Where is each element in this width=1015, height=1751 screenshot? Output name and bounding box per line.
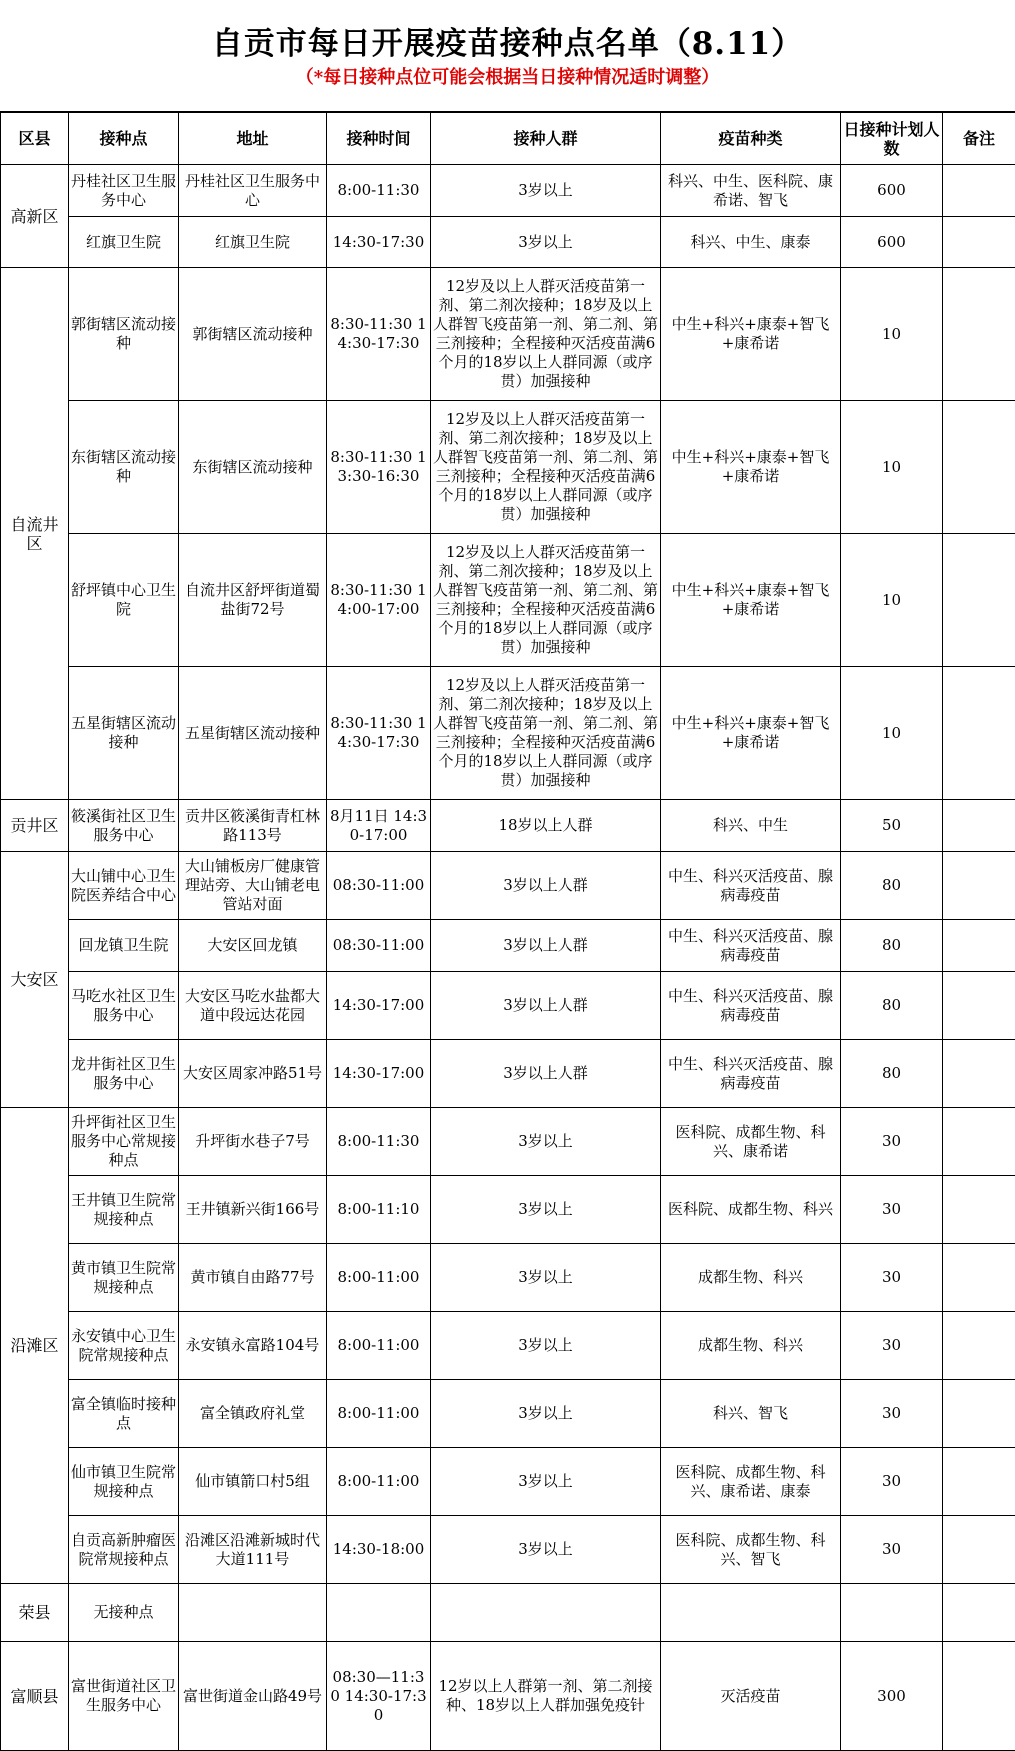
- page-title: 自贡市每日开展疫苗接种点名单（8.11）: [0, 24, 1015, 64]
- plan-cell: 300: [841, 1642, 943, 1751]
- vaccine-cell: 中生、科兴灭活疫苗、腺病毒疫苗: [661, 1040, 841, 1108]
- address-cell: 大山铺板房厂健康管理站旁、大山铺老电管站对面: [179, 852, 327, 920]
- site-cell: 升坪街社区卫生服务中心常规接种点: [69, 1108, 179, 1176]
- vaccine-cell: 中生+科兴+康泰+智飞+康希诺: [661, 401, 841, 534]
- group-cell: 3岁以上: [431, 1380, 661, 1448]
- plan-cell: 80: [841, 852, 943, 920]
- district-cell: 高新区: [1, 165, 69, 268]
- vaccine-cell: 科兴、中生、医科院、康希诺、智飞: [661, 165, 841, 217]
- time-cell: [327, 1584, 431, 1642]
- plan-cell: 30: [841, 1244, 943, 1312]
- site-cell: 无接种点: [69, 1584, 179, 1642]
- address-cell: 王井镇新兴街166号: [179, 1176, 327, 1244]
- address-cell: [179, 1584, 327, 1642]
- address-cell: 东街辖区流动接种: [179, 401, 327, 534]
- table-row: [1, 1312, 1015, 1380]
- time-cell: 14:30-17:00: [327, 972, 431, 1040]
- group-cell: 3岁以上人群: [431, 920, 661, 972]
- time-cell: 8:00-11:10: [327, 1176, 431, 1244]
- address-cell: 升坪街水巷子7号: [179, 1108, 327, 1176]
- district-cell: 荣县: [1, 1584, 69, 1642]
- address-cell: 贡井区筱溪街青杠林路113号: [179, 800, 327, 852]
- address-cell: 自流井区舒坪街道蜀盐街72号: [179, 534, 327, 667]
- vaccine-cell: 中生、科兴灭活疫苗、腺病毒疫苗: [661, 920, 841, 972]
- site-cell: 自贡高新肿瘤医院常规接种点: [69, 1516, 179, 1584]
- note-cell: [943, 401, 1015, 534]
- plan-cell: 600: [841, 165, 943, 217]
- time-cell: 08:30-11:00: [327, 852, 431, 920]
- time-cell: 8:00-11:00: [327, 1312, 431, 1380]
- header-row: [1, 113, 1015, 165]
- group-cell: 3岁以上人群: [431, 972, 661, 1040]
- site-cell: 大山铺中心卫生院医养结合中心: [69, 852, 179, 920]
- plan-cell: 80: [841, 1040, 943, 1108]
- vaccine-cell: 中生+科兴+康泰+智飞+康希诺: [661, 268, 841, 401]
- table-row: [1, 165, 1015, 217]
- header-site: 接种点: [69, 113, 179, 165]
- site-cell: 仙市镇卫生院常规接种点: [69, 1448, 179, 1516]
- site-cell: 回龙镇卫生院: [69, 920, 179, 972]
- note-cell: [943, 852, 1015, 920]
- table-row: [1, 972, 1015, 1040]
- address-cell: 永安镇永富路104号: [179, 1312, 327, 1380]
- vaccine-cell: 中生+科兴+康泰+智飞+康希诺: [661, 534, 841, 667]
- vaccine-cell: 科兴、智飞: [661, 1380, 841, 1448]
- time-cell: 8:00-11:30: [327, 1108, 431, 1176]
- address-cell: 大安区马吃水盐都大道中段远达花园: [179, 972, 327, 1040]
- site-cell: 富全镇临时接种点: [69, 1380, 179, 1448]
- group-cell: 3岁以上: [431, 1516, 661, 1584]
- plan-cell: 30: [841, 1380, 943, 1448]
- table-row: [1, 268, 1015, 401]
- plan-cell: 30: [841, 1176, 943, 1244]
- time-cell: 8:30-11:30 13:30-16:30: [327, 401, 431, 534]
- site-cell: 郭街辖区流动接种: [69, 268, 179, 401]
- table-row: [1, 1176, 1015, 1244]
- header-vaccine: 疫苗种类: [661, 113, 841, 165]
- table-row: [1, 1108, 1015, 1176]
- note-cell: [943, 800, 1015, 852]
- vaccine-cell: 成都生物、科兴: [661, 1312, 841, 1380]
- table-row: [1, 800, 1015, 852]
- vaccine-cell: 科兴、中生、康泰: [661, 217, 841, 268]
- vaccine-cell: 成都生物、科兴: [661, 1244, 841, 1312]
- note-cell: [943, 1176, 1015, 1244]
- site-cell: 东街辖区流动接种: [69, 401, 179, 534]
- time-cell: 08:30-11:00: [327, 920, 431, 972]
- note-cell: [943, 268, 1015, 401]
- address-cell: 沿滩区沿滩新城时代大道111号: [179, 1516, 327, 1584]
- time-cell: 8月11日 14:30-17:00: [327, 800, 431, 852]
- group-cell: [431, 1584, 661, 1642]
- time-cell: 14:30-17:00: [327, 1040, 431, 1108]
- note-cell: [943, 920, 1015, 972]
- site-cell: 黄市镇卫生院常规接种点: [69, 1244, 179, 1312]
- time-cell: 8:00-11:00: [327, 1244, 431, 1312]
- note-cell: [943, 1244, 1015, 1312]
- header-time: 接种时间: [327, 113, 431, 165]
- time-cell: 14:30-18:00: [327, 1516, 431, 1584]
- site-cell: 五星街辖区流动接种: [69, 667, 179, 800]
- time-cell: 8:00-11:30: [327, 165, 431, 217]
- address-cell: 大安区周家冲路51号: [179, 1040, 327, 1108]
- group-cell: 3岁以上: [431, 217, 661, 268]
- site-cell: 龙井街社区卫生服务中心: [69, 1040, 179, 1108]
- group-cell: 3岁以上: [431, 1108, 661, 1176]
- plan-cell: 30: [841, 1108, 943, 1176]
- time-cell: 8:00-11:00: [327, 1448, 431, 1516]
- site-cell: 永安镇中心卫生院常规接种点: [69, 1312, 179, 1380]
- note-cell: [943, 972, 1015, 1040]
- table-row: [1, 920, 1015, 972]
- note-cell: [943, 1448, 1015, 1516]
- title-area: [0, 0, 1015, 112]
- site-cell: 王井镇卫生院常规接种点: [69, 1176, 179, 1244]
- note-cell: [943, 1584, 1015, 1642]
- group-cell: 3岁以上人群: [431, 852, 661, 920]
- address-cell: 大安区回龙镇: [179, 920, 327, 972]
- group-cell: 3岁以上: [431, 1312, 661, 1380]
- table-row: [1, 1040, 1015, 1108]
- plan-cell: 10: [841, 534, 943, 667]
- vaccine-cell: 灭活疫苗: [661, 1642, 841, 1751]
- group-cell: 3岁以上人群: [431, 1040, 661, 1108]
- vaccination-table: [0, 112, 1015, 1751]
- site-cell: 舒坪镇中心卫生院: [69, 534, 179, 667]
- note-cell: [943, 534, 1015, 667]
- time-cell: 8:00-11:00: [327, 1380, 431, 1448]
- vaccine-cell: 医科院、成都生物、科兴、康希诺: [661, 1108, 841, 1176]
- table-row: [1, 1244, 1015, 1312]
- time-cell: 8:30-11:30 14:30-17:30: [327, 667, 431, 800]
- group-cell: 12岁及以上人群灭活疫苗第一剂、第二剂次接种；18岁及以上人群智飞疫苗第一剂、第二剂、第三剂接种；全程接种灭活疫苗满6个月的18岁以上人群同源（或序贯）加强接种: [431, 534, 661, 667]
- time-cell: 8:30-11:30 14:30-17:30: [327, 268, 431, 401]
- plan-cell: 10: [841, 268, 943, 401]
- group-cell: 12岁及以上人群灭活疫苗第一剂、第二剂次接种；18岁及以上人群智飞疫苗第一剂、第二剂、第三剂接种；全程接种灭活疫苗满6个月的18岁以上人群同源（或序贯）加强接种: [431, 667, 661, 800]
- plan-cell: 30: [841, 1448, 943, 1516]
- address-cell: 红旗卫生院: [179, 217, 327, 268]
- address-cell: 郭街辖区流动接种: [179, 268, 327, 401]
- vaccine-cell: [661, 1584, 841, 1642]
- table-row: [1, 1380, 1015, 1448]
- group-cell: 3岁以上: [431, 165, 661, 217]
- table-row: [1, 667, 1015, 800]
- table-row: [1, 1584, 1015, 1642]
- plan-cell: 50: [841, 800, 943, 852]
- site-cell: 红旗卫生院: [69, 217, 179, 268]
- group-cell: 12岁以上人群第一剂、第二剂接种、18岁以上人群加强免疫针: [431, 1642, 661, 1751]
- plan-cell: [841, 1584, 943, 1642]
- site-cell: 丹桂社区卫生服务中心: [69, 165, 179, 217]
- time-cell: 08:30—11:30 14:30-17:30: [327, 1642, 431, 1751]
- table-row: [1, 1516, 1015, 1584]
- page-subtitle: （*每日接种点位可能会根据当日接种情况适时调整）: [0, 66, 1015, 90]
- header-note: 备注: [943, 113, 1015, 165]
- note-cell: [943, 1380, 1015, 1448]
- plan-cell: 600: [841, 217, 943, 268]
- table-row: [1, 1642, 1015, 1751]
- table-row: [1, 534, 1015, 667]
- plan-cell: 10: [841, 667, 943, 800]
- site-cell: 筱溪街社区卫生服务中心: [69, 800, 179, 852]
- time-cell: 14:30-17:30: [327, 217, 431, 268]
- vaccine-cell: 中生、科兴灭活疫苗、腺病毒疫苗: [661, 852, 841, 920]
- note-cell: [943, 217, 1015, 268]
- site-cell: 富世街道社区卫生服务中心: [69, 1642, 179, 1751]
- address-cell: 仙市镇箭口村5组: [179, 1448, 327, 1516]
- vaccine-cell: 医科院、成都生物、科兴、康希诺、康泰: [661, 1448, 841, 1516]
- time-cell: 8:30-11:30 14:00-17:00: [327, 534, 431, 667]
- note-cell: [943, 1516, 1015, 1584]
- table-row: [1, 217, 1015, 268]
- group-cell: 3岁以上: [431, 1176, 661, 1244]
- address-cell: 黄市镇自由路77号: [179, 1244, 327, 1312]
- header-district: 区县: [1, 113, 69, 165]
- vaccine-cell: 中生+科兴+康泰+智飞+康希诺: [661, 667, 841, 800]
- district-cell: 大安区: [1, 852, 69, 1108]
- table-row: [1, 852, 1015, 920]
- address-cell: 丹桂社区卫生服务中心: [179, 165, 327, 217]
- plan-cell: 80: [841, 972, 943, 1040]
- note-cell: [943, 1040, 1015, 1108]
- site-cell: 马吃水社区卫生服务中心: [69, 972, 179, 1040]
- district-cell: 富顺县: [1, 1642, 69, 1751]
- plan-cell: 30: [841, 1312, 943, 1380]
- plan-cell: 80: [841, 920, 943, 972]
- header-address: 地址: [179, 113, 327, 165]
- table-row: [1, 1448, 1015, 1516]
- vaccine-cell: 科兴、中生: [661, 800, 841, 852]
- table-row: [1, 401, 1015, 534]
- group-cell: 12岁及以上人群灭活疫苗第一剂、第二剂次接种；18岁及以上人群智飞疫苗第一剂、第二剂、第三剂接种；全程接种灭活疫苗满6个月的18岁以上人群同源（或序贯）加强接种: [431, 268, 661, 401]
- note-cell: [943, 1312, 1015, 1380]
- note-cell: [943, 1642, 1015, 1751]
- group-cell: 18岁以上人群: [431, 800, 661, 852]
- note-cell: [943, 667, 1015, 800]
- plan-cell: 10: [841, 401, 943, 534]
- district-cell: 自流井区: [1, 268, 69, 800]
- address-cell: 五星街辖区流动接种: [179, 667, 327, 800]
- vaccine-cell: 中生、科兴灭活疫苗、腺病毒疫苗: [661, 972, 841, 1040]
- note-cell: [943, 1108, 1015, 1176]
- note-cell: [943, 165, 1015, 217]
- plan-cell: 30: [841, 1516, 943, 1584]
- address-cell: 富全镇政府礼堂: [179, 1380, 327, 1448]
- group-cell: 3岁以上: [431, 1448, 661, 1516]
- header-plan: 日接种计划人数: [841, 113, 943, 165]
- address-cell: 富世街道金山路49号: [179, 1642, 327, 1751]
- header-group: 接种人群: [431, 113, 661, 165]
- group-cell: 12岁及以上人群灭活疫苗第一剂、第二剂次接种；18岁及以上人群智飞疫苗第一剂、第二剂、第三剂接种；全程接种灭活疫苗满6个月的18岁以上人群同源（或序贯）加强接种: [431, 401, 661, 534]
- group-cell: 3岁以上: [431, 1244, 661, 1312]
- vaccine-cell: 医科院、成都生物、科兴: [661, 1176, 841, 1244]
- vaccine-cell: 医科院、成都生物、科兴、智飞: [661, 1516, 841, 1584]
- district-cell: 沿滩区: [1, 1108, 69, 1584]
- district-cell: 贡井区: [1, 800, 69, 852]
